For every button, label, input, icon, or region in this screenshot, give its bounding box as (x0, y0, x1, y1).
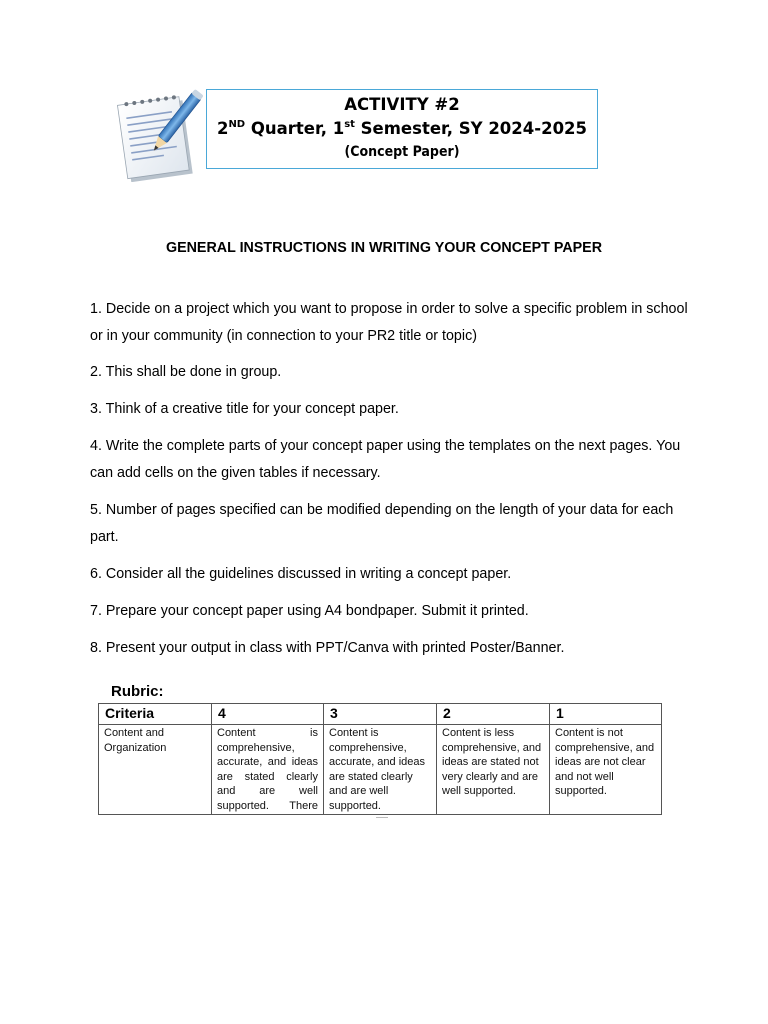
instruction-item: 8. Present your output in class with PPT/Canva with printed Poster/Banner. (90, 640, 565, 656)
rubric-header-score-2: 2 (437, 704, 550, 725)
rubric-header-score-3: 3 (324, 704, 437, 725)
rubric-criteria-cell: Content and Organization (99, 725, 212, 815)
page-number-fragment (376, 812, 388, 818)
rubric-header-row (99, 704, 662, 725)
rubric-title: Rubric: (111, 683, 164, 700)
instruction-item: 4. Write the complete parts of your concept paper using the templates on the next pages. You can add cells on the given tables if necessary. (90, 438, 681, 481)
activity-subtitle: (Concept Paper) (344, 144, 460, 160)
instruction-item: 1. Decide on a project which you want to propose in order to solve a specific problem in school or in your community (in connection to your PR2 title or topic) (90, 301, 688, 344)
rubric-score-3-cell: Content is comprehensive, accurate, and ideas are stated clearly and are well supported. (324, 725, 437, 815)
rubric-header-score-1: 1 (550, 704, 662, 725)
rubric-header-score-4: 4 (212, 704, 324, 725)
instruction-item: 7. Prepare your concept paper using A4 bondpaper. Submit it printed. (90, 603, 529, 619)
instructions-heading: GENERAL INSTRUCTIONS IN WRITING YOUR CONCEPT PAPER (165, 240, 603, 256)
instruction-item: 6. Consider all the guidelines discussed in writing a concept paper. (90, 566, 512, 582)
rubric-table (98, 703, 662, 815)
rubric-score-4-cell: Content is comprehensive, accurate, and ideas are stated clearly and are well supported. There (212, 725, 324, 815)
instruction-item: 3. Think of a creative title for your concept paper. (90, 401, 399, 417)
rubric-score-1-cell: Content is not comprehensive, and ideas are not clear and not well supported. (550, 725, 662, 815)
notepad-pencil-icon (113, 88, 203, 182)
rubric-header-criteria: Criteria (99, 704, 212, 725)
quarter-semester-line: 2ND Quarter, 1st Semester, SY 2024-2025 (216, 119, 588, 138)
instruction-item: 2. This shall be done in group. (90, 364, 282, 380)
rubric-score-2-cell: Content is less comprehensive, and ideas are stated not very clearly and are well supported. (437, 725, 550, 815)
activity-title: ACTIVITY #2 (344, 95, 460, 114)
activity-title-box (206, 89, 598, 169)
instruction-item: 5. Number of pages specified can be modified depending on the length of your data for each part. (90, 502, 674, 545)
rubric-row (99, 725, 662, 815)
